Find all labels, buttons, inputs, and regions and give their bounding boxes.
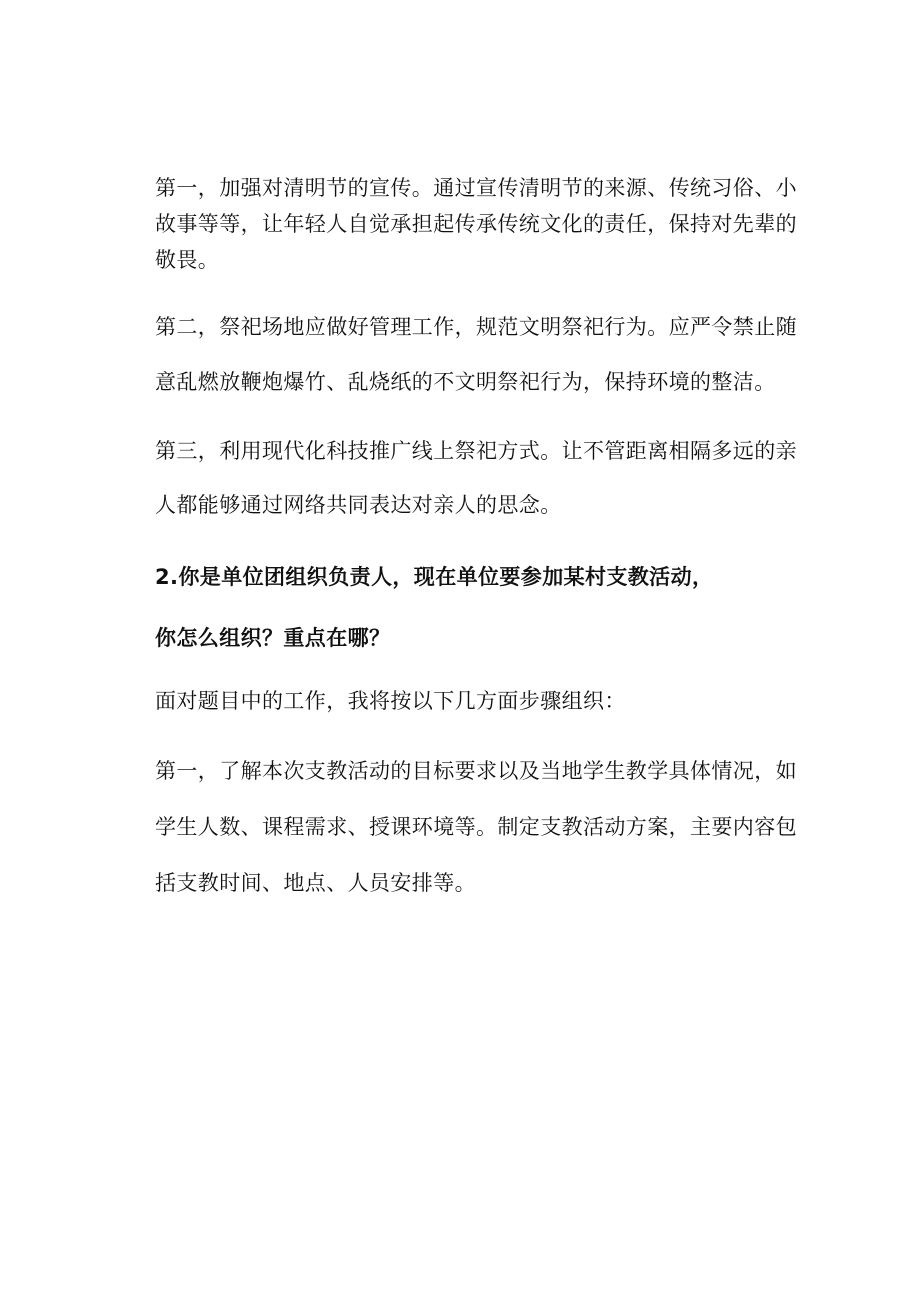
paragraph-4-line-1: 第一，了解本次支教活动的目标要求以及当地学生教学具体情况，如 <box>155 759 797 783</box>
paragraph-3-line-1: 第三，利用现代化科技推广线上祭祀方式。让不管距离相隔多远的亲 <box>155 439 797 463</box>
question-heading-line-2: 你怎么组织？重点在哪？ <box>155 626 391 650</box>
paragraph-4-line-3: 括支教时间、地点、人员安排等。 <box>155 871 476 895</box>
intro-paragraph: 面对题目中的工作，我将按以下几方面步骤组织： <box>155 689 626 713</box>
paragraph-1-line-3: 敬畏。 <box>155 248 220 272</box>
paragraph-1-line-2: 故事等等，让年轻人自觉承担起传承传统文化的责任，保持对先辈的 <box>155 212 797 236</box>
paragraph-2-line-2: 意乱燃放鞭炮爆竹、乱烧纸的不文明祭祀行为，保持环境的整洁。 <box>155 370 776 394</box>
paragraph-2-line-1: 第二，祭祀场地应做好管理工作，规范文明祭祀行为。应严令禁止随 <box>155 315 797 339</box>
paragraph-4-line-2: 学生人数、课程需求、授课环境等。制定支教活动方案，主要内容包 <box>155 815 797 839</box>
question-heading-line-1: 2.你是单位团组织负责人，现在单位要参加某村支教活动， <box>155 565 714 589</box>
paragraph-3-line-2: 人都能够通过网络共同表达对亲人的思念。 <box>155 493 562 517</box>
paragraph-1-line-1: 第一，加强对清明节的宣传。通过宣传清明节的来源、传统习俗、小 <box>155 176 797 200</box>
